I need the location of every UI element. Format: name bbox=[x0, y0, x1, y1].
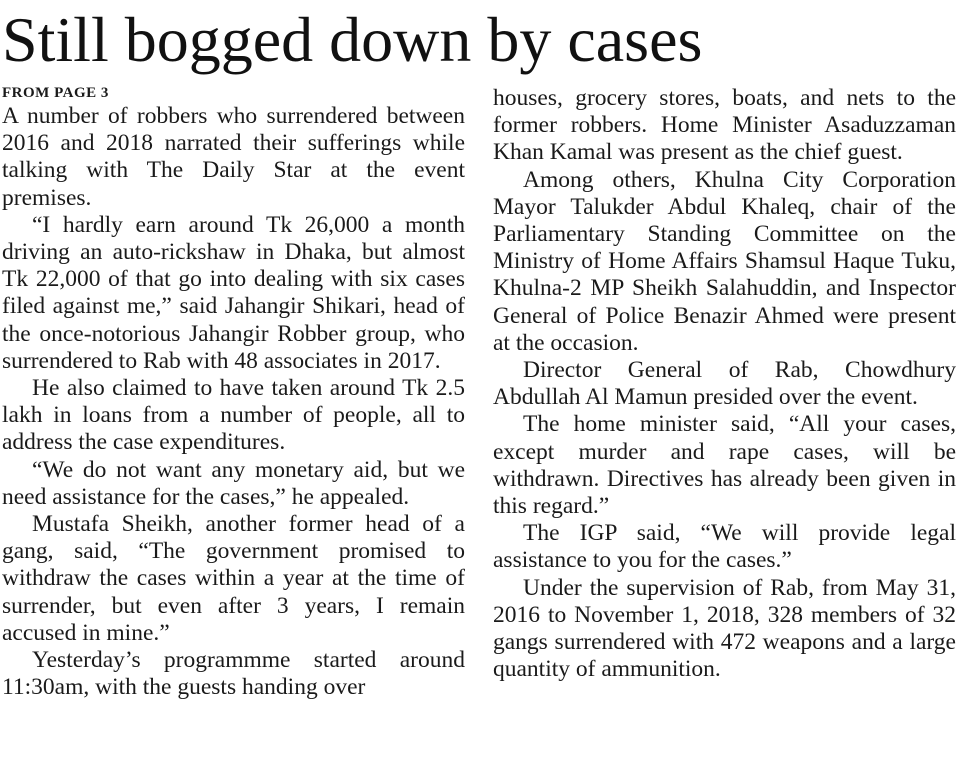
paragraph: Mustafa Sheikh, another former head of a gang, said, “The government promised to withdraw the cases within a year at the time of surrender, but even after 3 years, I remain accused in mine.” bbox=[2, 511, 465, 646]
headline: Still bogged down by cases bbox=[2, 4, 703, 75]
paragraph: houses, grocery stores, boats, and nets to the former robbers. Home Minister Asaduzzaman Khan Kamal was present as the chief guest. bbox=[493, 85, 956, 166]
paragraph: Under the supervision of Rab, from May 31, 2016 to November 1, 2018, 328 members of 32 gangs surrendered with 472 weapons and a large quantity of ammunition. bbox=[493, 574, 956, 683]
jump-line: FROM PAGE 3 bbox=[2, 85, 109, 101]
article-column-left bbox=[2, 84, 465, 701]
paragraph: A number of robbers who surrendered between 2016 and 2018 narrated their sufferings while talking with The Daily Star at the event premises. bbox=[2, 103, 465, 211]
paragraph: “We do not want any monetary aid, but we need assistance for the cases,” he appealed. bbox=[2, 456, 465, 510]
paragraph: Director General of Rab, Chowdhury Abdullah Al Mamun presided over the event. bbox=[493, 357, 956, 411]
paragraph: Yesterday’s programmme started around 11:30am, with the guests handing over bbox=[2, 647, 465, 701]
paragraph: Among others, Khulna City Corporation Mayor Talukder Abdul Khaleq, chair of the Parliamentary Standing Committee on the Ministry of Home Affairs Shamsul Haque Tuku, Khulna-2 MP Sheikh Salahuddin, and Inspector General of Police Benazir Ahmed were present at the occasion. bbox=[493, 166, 956, 356]
paragraph: “I hardly earn around Tk 26,000 a month driving an auto-rickshaw in Dhaka, but almost Tk 22,000 of that go into dealing with six cases filed against me,” said Jahangir Shikari, head of the once-notorious Jahangir Robber group, who surrendered to Rab with 48 associates in 2017. bbox=[2, 211, 465, 374]
paragraph: The IGP said, “We will provide legal assistance to you for the cases.” bbox=[493, 520, 956, 574]
article-column-right bbox=[493, 85, 956, 683]
paragraph: He also claimed to have taken around Tk 2.5 lakh in loans from a number of people, all to address the case expenditures. bbox=[2, 375, 465, 456]
paragraph: The home minister said, “All your cases, except murder and rape cases, will be withdrawn. Directives has already been given in this regard.” bbox=[493, 411, 956, 520]
